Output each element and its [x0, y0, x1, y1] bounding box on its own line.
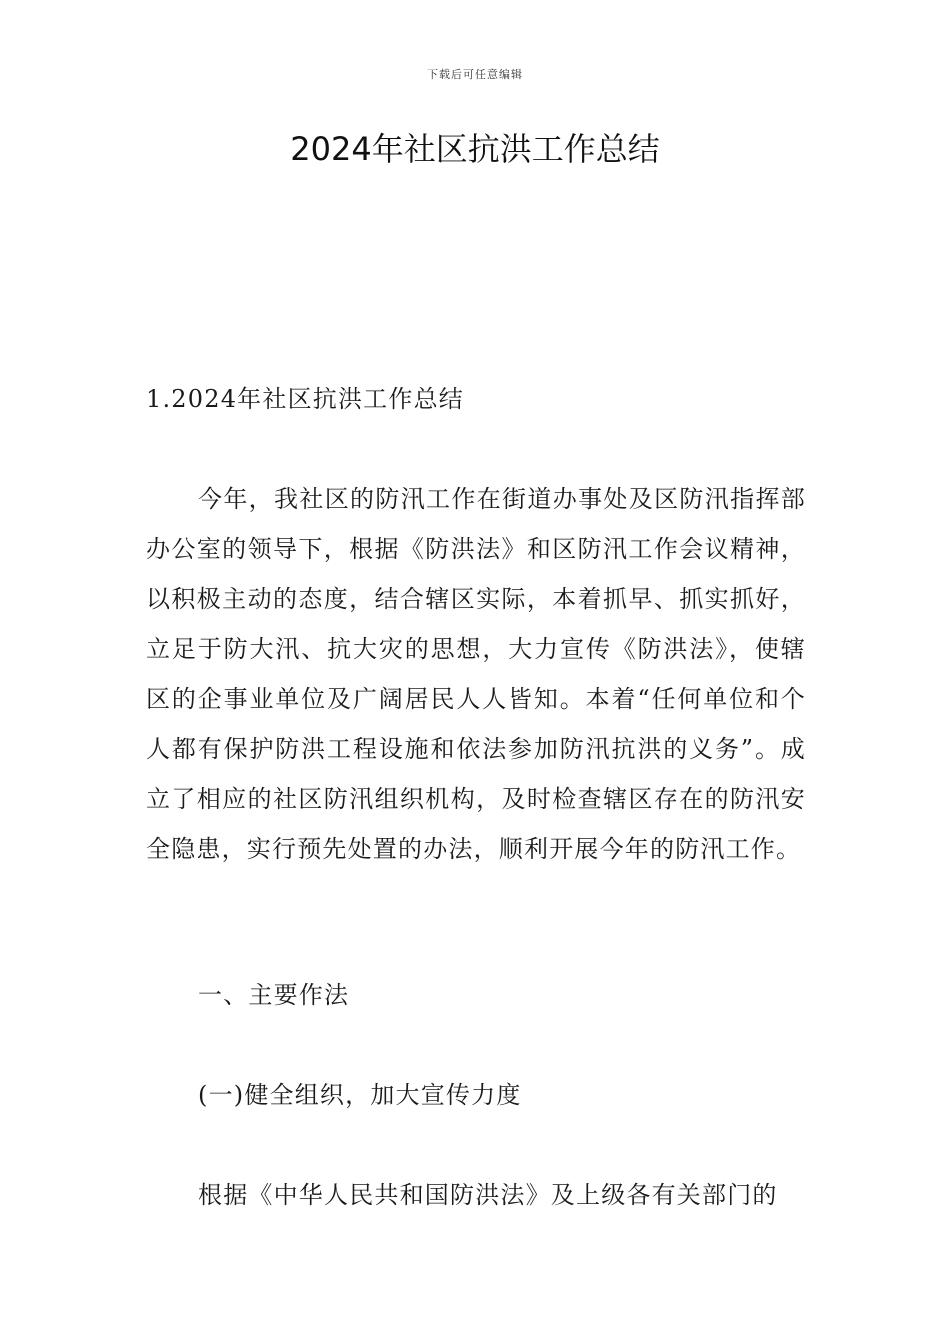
body-paragraph: 根据《中华人民共和国防洪法》及上级各有关部门的	[198, 1181, 778, 1209]
header-note: 下载后可任意编辑	[427, 68, 523, 81]
section-heading: 1.2024年社区抗洪工作总结	[146, 385, 464, 413]
main-heading: 一、主要作法	[198, 981, 350, 1009]
document-title: 2024年社区抗洪工作总结	[290, 130, 660, 168]
intro-paragraph: 今年，我社区的防汛工作在街道办事处及区防汛指挥部办公室的领导下，根据《防洪法》和区防汛工作会议精神，以积极主动的态度，结合辖区实际，本着抓早、抓实抓好，立足于防大汛、抗大灾的思想，大力宣传《防洪法》，使辖区的企事业单位及广阔居民人人皆知。本着“任何单位和个人都有保护防洪工程设施和依法参加防汛抗洪的义务”。成立了相应的社区防汛组织机构，及时检查辖区存在的防汛安全隐患，实行预先处置的办法，顺利开展今年的防汛工作。	[146, 485, 806, 863]
sub-heading: (一)健全组织，加大宣传力度	[198, 1081, 522, 1109]
